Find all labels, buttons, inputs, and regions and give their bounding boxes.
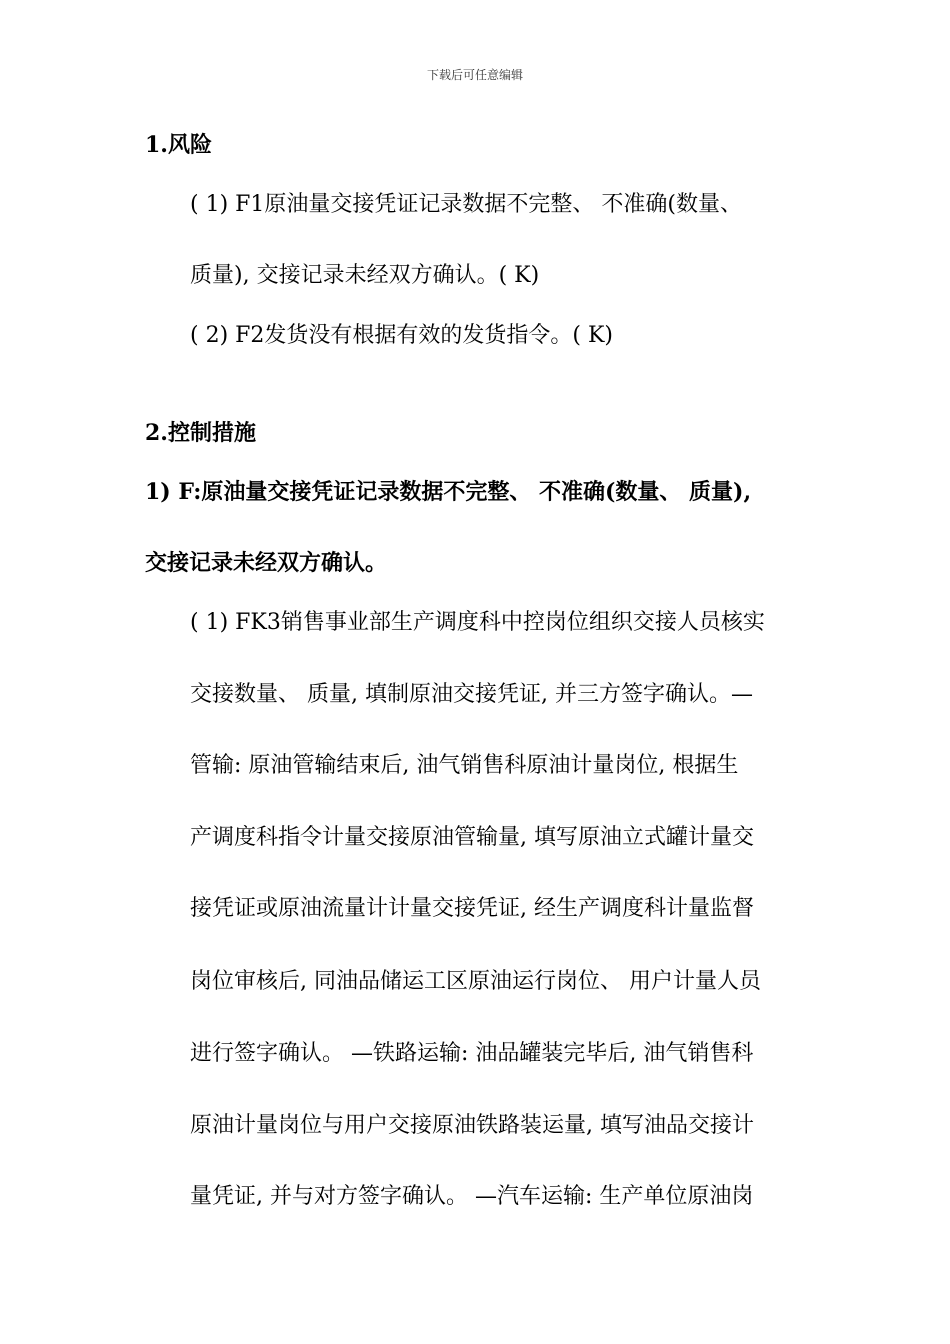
- page-header-note: 下载后可任意编辑: [426, 68, 523, 82]
- control-subheading-line-2: 交接记录未经双方确认。: [145, 550, 388, 576]
- section-title-risk: 1.风险: [145, 132, 212, 158]
- paragraph-line: 岗位审核后, 同油品储运工区原油运行岗位、 用户计量人员: [190, 969, 761, 994]
- paragraph-line: 管输: 原油管输结束后, 油气销售科原油计量岗位, 根据生: [190, 753, 739, 778]
- risk-item-1-line-2: 质量), 交接记录未经双方确认。( K): [190, 263, 540, 288]
- paragraph-line: 产调度科指令计量交接原油管输量, 填写原油立式罐计量交: [190, 825, 754, 850]
- paragraph-line: 交接数量、 质量, 填制原油交接凭证, 并三方签字确认。—: [190, 682, 753, 707]
- control-subheading-line-1: 1) F:原油量交接凭证记录数据不完整、 不准确(数量、 质量),: [145, 479, 752, 505]
- paragraph-line: 原油计量岗位与用户交接原油铁路装运量, 填写油品交接计: [190, 1113, 754, 1138]
- paragraph-line: 接凭证或原油流量计计量交接凭证, 经生产调度科计量监督: [190, 896, 754, 921]
- risk-item-1-line-1: ( 1) F1原油量交接凭证记录数据不完整、 不准确(数量、: [190, 192, 742, 217]
- paragraph-line: 进行签字确认。 —铁路运输: 油品罐装完毕后, 油气销售科: [190, 1041, 754, 1066]
- paragraph-line: 量凭证, 并与对方签字确认。 —汽车运输: 生产单位原油岗: [190, 1184, 754, 1209]
- section-title-control: 2.控制措施: [145, 420, 256, 446]
- risk-item-2: ( 2) F2发货没有根据有效的发货指令。( K): [190, 323, 614, 348]
- paragraph-line: ( 1) FK3销售事业部生产调度科中控岗位组织交接人员核实: [190, 610, 765, 635]
